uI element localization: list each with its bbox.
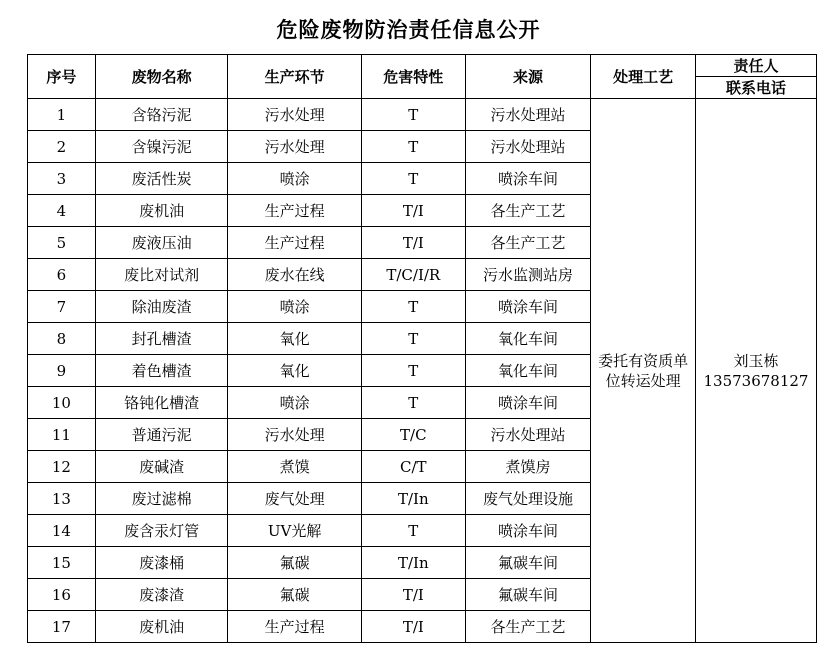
cell-waste-name: 普通污泥 [95, 419, 228, 451]
cell-waste-name: 废比对试剂 [95, 259, 228, 291]
cell-source: 氟碳车间 [465, 579, 591, 611]
cell-waste-name: 废机油 [95, 611, 228, 643]
cell-waste-name: 含铬污泥 [95, 99, 228, 131]
cell-production-stage: 污水处理 [228, 131, 362, 163]
cell-hazard-property: T/I [361, 579, 465, 611]
header-contact: 联系电话 [695, 77, 816, 99]
cell-waste-name: 废碱渣 [95, 451, 228, 483]
hazardous-waste-table [27, 54, 817, 643]
cell-seq: 15 [28, 547, 96, 579]
cell-seq: 2 [28, 131, 96, 163]
cell-production-stage: 氧化 [228, 355, 362, 387]
cell-production-stage: 生产过程 [228, 611, 362, 643]
table-row [28, 99, 817, 131]
cell-waste-name: 铬钝化槽渣 [95, 387, 228, 419]
cell-source: 各生产工艺 [465, 195, 591, 227]
cell-hazard-property: T/C [361, 419, 465, 451]
cell-source: 喷涂车间 [465, 387, 591, 419]
cell-seq: 9 [28, 355, 96, 387]
header-source: 来源 [465, 55, 591, 99]
cell-hazard-property: T [361, 291, 465, 323]
cell-waste-name: 废含汞灯管 [95, 515, 228, 547]
cell-production-stage: 氧化 [228, 323, 362, 355]
cell-hazard-property: T [361, 515, 465, 547]
header-waste-name: 废物名称 [95, 55, 228, 99]
cell-seq: 4 [28, 195, 96, 227]
cell-waste-name: 废机油 [95, 195, 228, 227]
cell-seq: 12 [28, 451, 96, 483]
cell-production-stage: 氟碳 [228, 547, 362, 579]
cell-seq: 3 [28, 163, 96, 195]
cell-waste-name: 含镍污泥 [95, 131, 228, 163]
cell-source: 氧化车间 [465, 323, 591, 355]
cell-production-stage: 煮馍 [228, 451, 362, 483]
cell-production-stage: 生产过程 [228, 227, 362, 259]
cell-hazard-property: T [361, 387, 465, 419]
cell-seq: 16 [28, 579, 96, 611]
cell-production-stage: 喷涂 [228, 291, 362, 323]
cell-production-stage: 喷涂 [228, 387, 362, 419]
cell-production-stage: 废气处理 [228, 483, 362, 515]
cell-hazard-property: T/In [361, 483, 465, 515]
cell-seq: 6 [28, 259, 96, 291]
cell-hazard-property: T [361, 323, 465, 355]
cell-production-stage: UV光解 [228, 515, 362, 547]
cell-hazard-property: T/I [361, 227, 465, 259]
cell-seq: 1 [28, 99, 96, 131]
cell-source: 污水处理站 [465, 419, 591, 451]
cell-waste-name: 废漆渣 [95, 579, 228, 611]
header-responsible: 责任人 [695, 55, 816, 77]
cell-waste-name: 废液压油 [95, 227, 228, 259]
cell-seq: 5 [28, 227, 96, 259]
cell-hazard-property: T [361, 355, 465, 387]
cell-production-stage: 生产过程 [228, 195, 362, 227]
cell-waste-name: 废过滤棉 [95, 483, 228, 515]
header-seq: 序号 [28, 55, 96, 99]
cell-waste-name: 除油废渣 [95, 291, 228, 323]
cell-seq: 11 [28, 419, 96, 451]
header-process: 处理工艺 [591, 55, 696, 99]
cell-production-stage: 喷涂 [228, 163, 362, 195]
cell-source: 污水处理站 [465, 99, 591, 131]
cell-seq: 8 [28, 323, 96, 355]
cell-production-stage: 氟碳 [228, 579, 362, 611]
cell-seq: 14 [28, 515, 96, 547]
cell-process-method: 委托有资质单位转运处理 [591, 99, 696, 643]
phone-number: 13573678127 [703, 371, 809, 390]
cell-hazard-property: T/C/I/R [361, 259, 465, 291]
cell-waste-name: 废漆桶 [95, 547, 228, 579]
cell-seq: 17 [28, 611, 96, 643]
cell-production-stage: 污水处理 [228, 99, 362, 131]
cell-waste-name: 封孔槽渣 [95, 323, 228, 355]
cell-source: 废气处理设施 [465, 483, 591, 515]
cell-source: 污水处理站 [465, 131, 591, 163]
header-hazard-property: 危害特性 [361, 55, 465, 99]
cell-source: 煮馍房 [465, 451, 591, 483]
cell-production-stage: 污水处理 [228, 419, 362, 451]
cell-responsible-contact [695, 99, 816, 643]
page-title: 危险废物防治责任信息公开 [276, 18, 541, 42]
cell-seq: 7 [28, 291, 96, 323]
responsible-person: 刘玉栋 [733, 351, 779, 370]
cell-hazard-property: C/T [361, 451, 465, 483]
cell-hazard-property: T/I [361, 195, 465, 227]
cell-source: 氟碳车间 [465, 547, 591, 579]
cell-waste-name: 废活性炭 [95, 163, 228, 195]
cell-source: 喷涂车间 [465, 291, 591, 323]
cell-hazard-property: T [361, 131, 465, 163]
cell-source: 氧化车间 [465, 355, 591, 387]
cell-source: 污水监测站房 [465, 259, 591, 291]
cell-source: 喷涂车间 [465, 515, 591, 547]
cell-source: 喷涂车间 [465, 163, 591, 195]
cell-source: 各生产工艺 [465, 611, 591, 643]
cell-hazard-property: T [361, 163, 465, 195]
cell-waste-name: 着色槽渣 [95, 355, 228, 387]
header-production-stage: 生产环节 [228, 55, 362, 99]
cell-hazard-property: T/In [361, 547, 465, 579]
cell-seq: 10 [28, 387, 96, 419]
cell-seq: 13 [28, 483, 96, 515]
cell-hazard-property: T [361, 99, 465, 131]
cell-hazard-property: T/I [361, 611, 465, 643]
cell-production-stage: 废水在线 [228, 259, 362, 291]
cell-source: 各生产工艺 [465, 227, 591, 259]
